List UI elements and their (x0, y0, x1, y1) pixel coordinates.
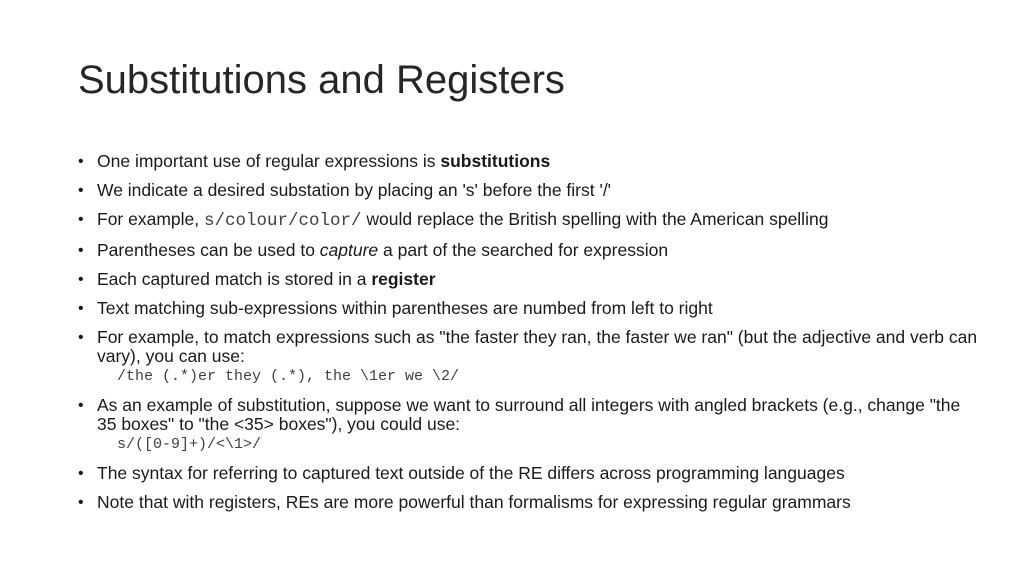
bullet-item (78, 152, 978, 171)
bullet-text: One important use of regular expressions is (97, 151, 441, 171)
bullet-icon: • (78, 300, 84, 317)
bullet-item (78, 299, 978, 318)
bullet-text: Note that with registers, REs are more powerful than formalisms for expressing regular grammars (97, 492, 851, 512)
bullet-icon: • (78, 397, 84, 414)
bullet-text: would replace the British spelling with the American spelling (361, 209, 829, 229)
bullet-text: Each captured match is stored in a (97, 269, 372, 289)
bullet-item (78, 464, 978, 483)
bullet-text: As an example of substitution, suppose we want to surround all integers with angled brackets (e.g., change "the 35 boxes" to "the <35> boxes"), you could use: (97, 395, 961, 434)
code-example: /the (.*)er they (.*), the \1er we \2/ (117, 368, 460, 385)
bullet-text: Parentheses can be used to (97, 240, 320, 260)
bullet-item (78, 241, 978, 260)
bullet-icon: • (78, 329, 84, 346)
bullet-icon: • (78, 153, 84, 170)
bullet-icon: • (78, 465, 84, 482)
bullet-text: For example, to match expressions such as "the faster they ran, the faster we ran" (but the adjective and verb can vary), you can use: (97, 327, 978, 366)
slide-title: Substitutions and Registers (78, 58, 565, 102)
bullet-item (78, 328, 978, 386)
bullet-italic-term: capture (319, 240, 379, 260)
bullet-item (78, 396, 978, 454)
bullet-text: The syntax for referring to captured text outside of the RE differs across programming languages (97, 463, 845, 483)
bullet-list (78, 152, 978, 522)
inline-code: s/colour/color/ (203, 211, 362, 231)
bullet-item (78, 270, 978, 289)
bullet-item (78, 210, 978, 231)
bullet-item (78, 181, 978, 200)
bullet-icon: • (78, 494, 84, 511)
bullet-bold-term: substitutions (440, 151, 551, 171)
bullet-icon: • (78, 271, 84, 288)
code-example: s/([0-9]+)/<\1>/ (117, 436, 262, 453)
bullet-icon: • (78, 182, 84, 199)
bullet-icon: • (78, 211, 84, 228)
bullet-item (78, 493, 978, 512)
bullet-text: a part of the searched for expression (378, 240, 669, 260)
bullet-bold-term: register (371, 269, 436, 289)
bullet-text: For example, (97, 209, 204, 229)
bullet-text: We indicate a desired substation by placing an 's' before the first '/' (97, 180, 612, 200)
bullet-text: Text matching sub-expressions within parentheses are numbed from left to right (97, 298, 713, 318)
bullet-icon: • (78, 242, 84, 259)
